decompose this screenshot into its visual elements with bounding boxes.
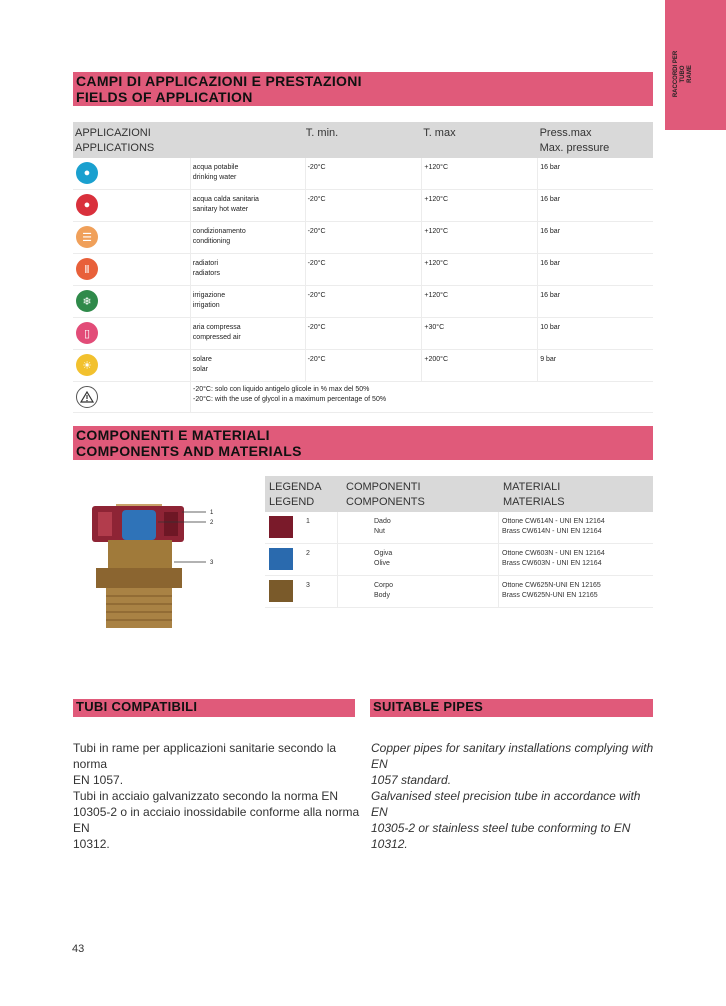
application-tmax: +200°C — [422, 350, 538, 381]
application-icon-cell — [73, 190, 191, 221]
application-name — [191, 190, 306, 221]
application-row — [73, 158, 653, 190]
application-name-it: irrigazione — [192, 292, 226, 299]
application-tmax: +120°C — [422, 222, 538, 253]
header-applications-en: APPLICATIONS — [75, 142, 155, 154]
application-row — [73, 350, 653, 382]
fitting-illustration — [78, 500, 228, 635]
material-en: Brass CW625N-UNI EN 12165 — [502, 592, 598, 599]
pipes-text-en — [371, 740, 656, 852]
application-tmax: +120°C — [422, 190, 538, 221]
side-tab-label — [673, 44, 726, 104]
header-components — [342, 476, 499, 512]
component-number: 2 — [306, 550, 310, 557]
legend-cell — [265, 576, 338, 607]
material-cell — [499, 544, 653, 575]
callout-3: 3 — [210, 560, 214, 566]
air-conditioner-icon: ☰ — [76, 226, 98, 248]
application-name — [191, 222, 306, 253]
applications-table-header — [73, 122, 653, 158]
application-pressure: 9 bar — [540, 356, 557, 363]
application-tmax: +120°C — [422, 158, 538, 189]
page-number: 43 — [72, 943, 85, 955]
pipes-text-en-line: 10305-2 or stainless steel tube conforming to EN 10312. — [371, 821, 631, 851]
application-row — [73, 190, 653, 222]
components-rows — [265, 512, 653, 608]
pipes-text-it-line: Tubi in rame per applicazioni sanitarie secondo la norma — [73, 741, 337, 771]
application-icon-cell — [73, 350, 191, 381]
pipes-text-en-line: Galvanised steel precision tube in accordance with EN — [371, 789, 641, 819]
header-pressure-it: Press.max — [539, 127, 592, 139]
material-it: Ottone CW625N-UNI EN 12165 — [502, 582, 601, 589]
component-number: 3 — [306, 582, 310, 589]
components-table — [265, 476, 653, 608]
component-name-en: Nut — [374, 528, 385, 535]
component-row — [265, 512, 653, 544]
pipes-title-it-band — [73, 699, 355, 717]
pipes-text-it-line: 10305-2 o in acciaio inossidabile conforme alla norma EN — [73, 805, 360, 835]
material-it: Ottone CW603N - UNI EN 12164 — [502, 550, 605, 557]
application-tmin: -20°C — [306, 318, 423, 349]
material-cell — [499, 512, 653, 543]
applications-table — [73, 122, 653, 413]
application-pressure: 10 bar — [540, 324, 561, 331]
application-tmax: +30°C — [422, 318, 538, 349]
component-name-it: Dado — [374, 518, 391, 525]
component-row — [265, 544, 653, 576]
pipes-text-it-line: Tubi in acciaio galvanizzato secondo la norma EN — [73, 789, 339, 803]
component-name-en: Body — [374, 592, 390, 599]
header-applications — [73, 126, 304, 158]
material-cell — [499, 576, 653, 607]
pipes-text-en-line: 1057 standard. — [371, 773, 452, 787]
legend-swatch — [269, 516, 293, 538]
header-materials — [499, 476, 653, 512]
application-pressure: 16 bar — [540, 164, 561, 171]
application-name-en: drinking water — [192, 174, 237, 181]
side-tab — [665, 0, 726, 130]
application-row — [73, 222, 653, 254]
pipes-title-en-band — [370, 699, 653, 717]
application-name — [191, 254, 306, 285]
body-part — [108, 540, 172, 568]
application-pressure: 16 bar — [540, 292, 561, 299]
header-pressure — [538, 126, 653, 158]
warning-line2: -20°C: with the use of glycol in a maximum percentage of 50% — [193, 396, 387, 403]
component-number: 1 — [306, 518, 310, 525]
applications-title-it: CAMPI DI APPLICAZIONI E PRESTAZIONI — [76, 73, 362, 89]
application-name — [191, 350, 306, 381]
callout-1: 1 — [210, 510, 214, 516]
pipes-title-it: TUBI COMPATIBILI — [76, 699, 198, 714]
application-name — [191, 318, 306, 349]
component-name-en: Olive — [374, 560, 390, 567]
olive-part — [122, 510, 156, 540]
header-components-en: COMPONENTS — [346, 496, 425, 508]
application-icon-cell — [73, 318, 191, 349]
water-drop-icon: ● — [76, 162, 98, 184]
warning-icon-cell — [73, 382, 191, 412]
application-icon-cell — [73, 222, 191, 253]
application-row — [73, 286, 653, 318]
application-tmin: -20°C — [306, 350, 423, 381]
application-name — [191, 158, 306, 189]
application-name-it: acqua calda sanitaria — [192, 196, 259, 203]
legend-cell — [265, 544, 338, 575]
application-tmin: -20°C — [306, 286, 423, 317]
application-icon-cell — [73, 286, 191, 317]
callout-2: 2 — [210, 520, 214, 526]
header-materials-en: MATERIALS — [503, 496, 565, 508]
header-tmin: T. min. — [305, 127, 339, 139]
header-legend-en: LEGEND — [269, 496, 315, 508]
application-name-en: radiators — [192, 270, 221, 277]
header-pressure-en: Max. pressure — [539, 142, 610, 154]
header-materials-it: MATERIALI — [503, 481, 561, 493]
radiator-icon: Ⅱ — [76, 258, 98, 280]
component-name-it: Corpo — [374, 582, 394, 589]
component-cell — [306, 576, 499, 607]
application-name-it: condizionamento — [192, 228, 246, 235]
applications-title-band — [73, 72, 653, 106]
application-pressure: 16 bar — [540, 228, 561, 235]
header-legend-it: LEGENDA — [269, 481, 322, 493]
header-tmax: T. max — [423, 127, 456, 139]
warning-line1: -20°C: solo con liquido antigelo glicole in % max del 50% — [193, 386, 370, 393]
application-name — [191, 286, 306, 317]
material-it: Ottone CW614N - UNI EN 12164 — [502, 518, 605, 525]
components-table-header — [265, 476, 653, 512]
header-applications-it: APPLICAZIONI — [75, 127, 151, 139]
application-row — [73, 318, 653, 350]
header-legend — [265, 476, 342, 512]
warning-triangle-icon — [76, 386, 98, 408]
component-row — [265, 576, 653, 608]
application-tmax: +120°C — [422, 286, 538, 317]
component-cell — [306, 544, 499, 575]
warning-row — [73, 382, 653, 413]
legend-swatch — [269, 548, 293, 570]
pipes-text-it-line: 10312. — [73, 837, 110, 851]
application-name-it: aria compressa — [192, 324, 241, 331]
material-en: Brass CW603N - UNI EN 12164 — [502, 560, 602, 567]
pipes-text-it — [73, 740, 363, 852]
application-name-it: acqua potabile — [192, 164, 239, 171]
application-tmin: -20°C — [306, 158, 423, 189]
component-name-it: Ogiva — [374, 550, 393, 557]
legend-cell — [265, 512, 338, 543]
material-en: Brass CW614N - UNI EN 12164 — [502, 528, 602, 535]
warning-text — [191, 382, 651, 412]
application-tmin: -20°C — [306, 254, 423, 285]
application-tmin: -20°C — [306, 190, 423, 221]
application-name-en: irrigation — [192, 302, 220, 309]
application-icon-cell — [73, 254, 191, 285]
applications-rows — [73, 158, 653, 382]
application-name-it: solare — [192, 356, 212, 363]
hot-water-drop-icon: ● — [76, 194, 98, 216]
application-icon-cell — [73, 158, 191, 189]
solar-icon: ☀ — [76, 354, 98, 376]
side-tab-line1: RACCORDI PER TUBO — [673, 50, 686, 98]
components-title-en: COMPONENTS AND MATERIALS — [76, 443, 302, 459]
application-tmin: -20°C — [306, 222, 423, 253]
applications-title-en: FIELDS OF APPLICATION — [76, 89, 253, 105]
pipes-title-en: SUITABLE PIPES — [373, 699, 484, 714]
legend-swatch — [269, 580, 293, 602]
irrigation-icon: ❄ — [76, 290, 98, 312]
application-name-en: compressed air — [192, 334, 241, 341]
component-cell — [306, 512, 499, 543]
side-tab-line2: RAME — [687, 65, 693, 83]
application-tmax: +120°C — [422, 254, 538, 285]
pipes-text-it-line: EN 1057. — [73, 773, 124, 787]
compressed-air-icon: ▯ — [76, 322, 98, 344]
application-name-it: radiatori — [192, 260, 219, 267]
application-row — [73, 254, 653, 286]
application-name-en: conditioning — [192, 238, 231, 245]
components-title-band — [73, 426, 653, 460]
application-pressure: 16 bar — [540, 260, 561, 267]
pipes-text-en-line: Copper pipes for sanitary installations complying with EN — [371, 741, 654, 771]
application-name-en: sanitary hot water — [192, 206, 249, 213]
header-components-it: COMPONENTI — [346, 481, 421, 493]
application-name-en: solar — [192, 366, 208, 373]
application-pressure: 16 bar — [540, 196, 561, 203]
components-title-it: COMPONENTI E MATERIALI — [76, 427, 270, 443]
